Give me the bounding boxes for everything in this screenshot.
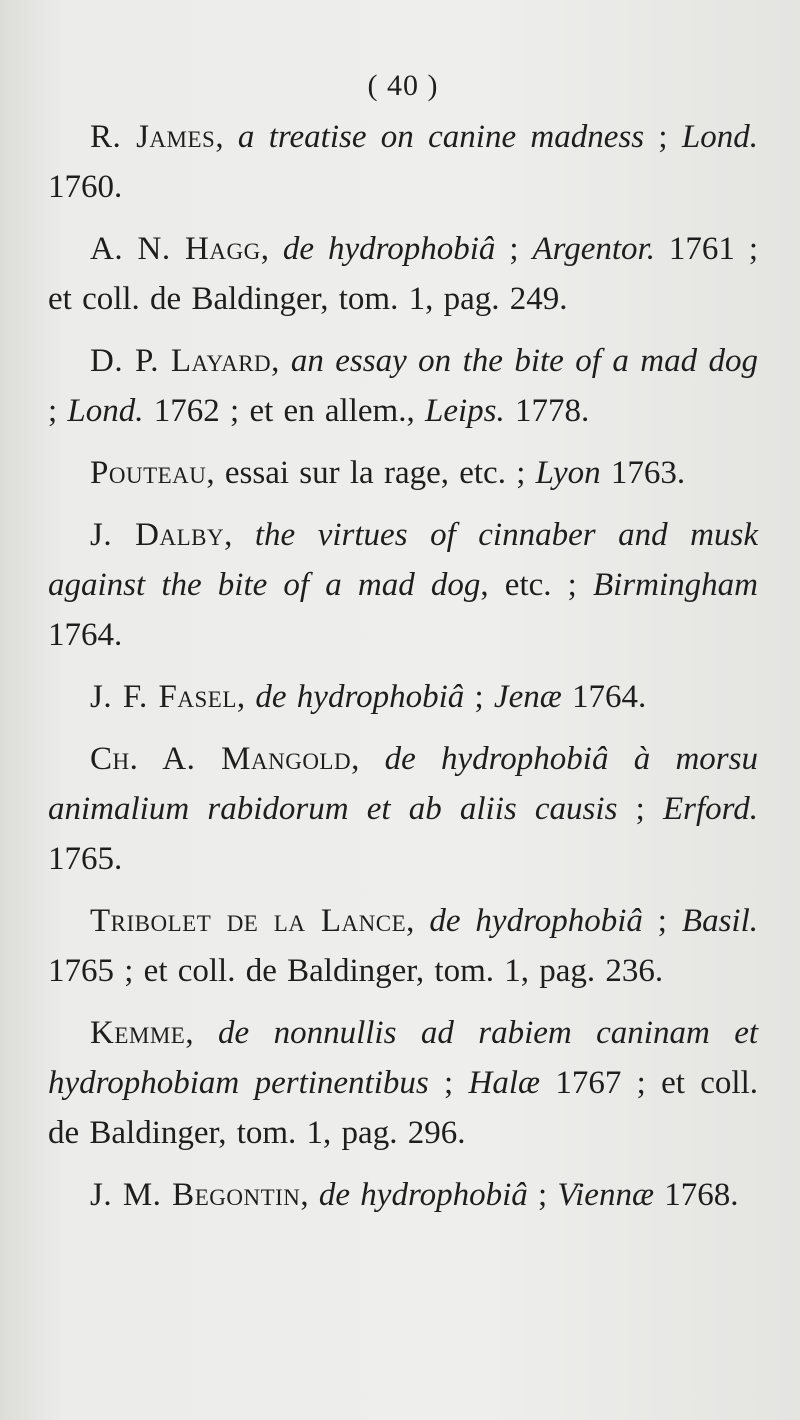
- entry-place: Viennæ: [557, 1177, 654, 1213]
- entry-author: Ch. A. Mangold: [90, 741, 352, 777]
- entry-place: Leips.: [424, 393, 505, 429]
- entry-place: Basil.: [681, 903, 758, 939]
- entry-author: J. M. Begontin: [90, 1177, 301, 1213]
- page-number: ( 40 ): [367, 69, 439, 102]
- entry-place: Lond.: [67, 393, 144, 429]
- entry-text: 1762 ; et en allem.,: [143, 393, 425, 429]
- entry-text: ;: [48, 393, 68, 429]
- bibliography-entry: [48, 896, 758, 996]
- entry-text: ;: [428, 1065, 469, 1101]
- entry-title: de hydrophobiâ: [318, 1177, 528, 1213]
- entry-title: de hydrophobiâ: [255, 679, 465, 715]
- entry-place: Argentor.: [532, 231, 655, 267]
- entry-place: Lyon: [535, 455, 601, 491]
- entry-text: ;: [495, 231, 533, 267]
- entry-text: ;: [644, 119, 682, 155]
- entry-text: 1765.: [48, 841, 123, 877]
- bibliography-entry: [48, 1170, 758, 1220]
- entry-title: de hydrophobiâ: [282, 231, 496, 267]
- entry-author: A. N. Hagg: [90, 231, 261, 267]
- entry-separator: ,: [224, 517, 255, 553]
- entry-title: a treatise on canine madness: [237, 119, 645, 155]
- entry-separator: ,: [351, 741, 385, 777]
- entry-text: 1767 ; et coll. de Baldinger, tom. 1, pag. 296.: [48, 1065, 759, 1151]
- bibliography-entry: [48, 224, 758, 324]
- entry-separator: ,: [271, 343, 291, 379]
- entry-place: Jenæ: [493, 679, 562, 715]
- bibliography-entry: [48, 510, 758, 660]
- entry-text: essai sur la rage, etc. ;: [224, 455, 536, 491]
- entry-text: ;: [464, 679, 494, 715]
- bibliography-entry: [48, 672, 758, 722]
- entry-place: Birmingham: [593, 567, 758, 603]
- entry-text: 1768.: [653, 1177, 739, 1213]
- entry-title: de hydrophobiâ: [429, 903, 643, 939]
- entry-author: Kemme: [90, 1015, 186, 1051]
- entry-author: J. F. Fasel: [90, 679, 237, 715]
- entry-author: J. Dalby: [90, 517, 225, 553]
- bibliography-entry: [48, 1008, 758, 1158]
- entry-title: the virtues of cinnaber and musk against the bite of a mad dog: [48, 517, 758, 603]
- entry-text: ;: [527, 1177, 558, 1213]
- bibliography-list: [48, 112, 758, 1220]
- entry-title: de nonnullis ad rabiem caninam et hydrophobiam pertinentibus: [48, 1015, 759, 1101]
- entry-title: de hydrophobiâ à morsu animalium rabidorum et ab aliis causis: [48, 741, 758, 827]
- entry-place: Erford.: [662, 791, 758, 827]
- entry-text: 1778.: [504, 393, 590, 429]
- entry-separator: ,: [236, 679, 256, 715]
- entry-place: Lond.: [681, 119, 758, 155]
- entry-separator: ,: [300, 1177, 319, 1213]
- entry-separator: ,: [185, 1015, 219, 1051]
- entry-place: Halæ: [468, 1065, 541, 1101]
- entry-separator: ,: [260, 231, 283, 267]
- entry-author: Tribolet de la Lance: [90, 903, 407, 939]
- entry-author: R. James: [90, 119, 216, 155]
- entry-separator: ,: [215, 119, 238, 155]
- entry-text: 1764.: [561, 679, 647, 715]
- entry-title: an essay on the bite of a mad dog: [290, 343, 759, 379]
- entry-text: 1761 ; et coll. de Baldinger, tom. 1, pag. 249.: [48, 231, 759, 317]
- entry-text: ;: [642, 903, 682, 939]
- entry-text: ;: [617, 791, 663, 827]
- bibliography-entry: [48, 336, 758, 436]
- entry-separator: ,: [406, 903, 430, 939]
- entry-separator: ,: [206, 455, 225, 491]
- entry-author: Pouteau: [90, 455, 207, 491]
- entry-text: 1765 ; et coll. de Baldinger, tom. 1, pag. 236.: [48, 953, 664, 989]
- entry-text: 1763.: [600, 455, 686, 491]
- bibliography-entry: [48, 448, 758, 498]
- bibliography-entry: [48, 734, 758, 884]
- bibliography-entry: [48, 112, 758, 212]
- entry-text: , etc. ;: [480, 567, 593, 603]
- entry-text: 1764.: [48, 617, 123, 653]
- entry-author: D. P. Layard: [90, 343, 272, 379]
- entry-text: 1760.: [48, 169, 123, 205]
